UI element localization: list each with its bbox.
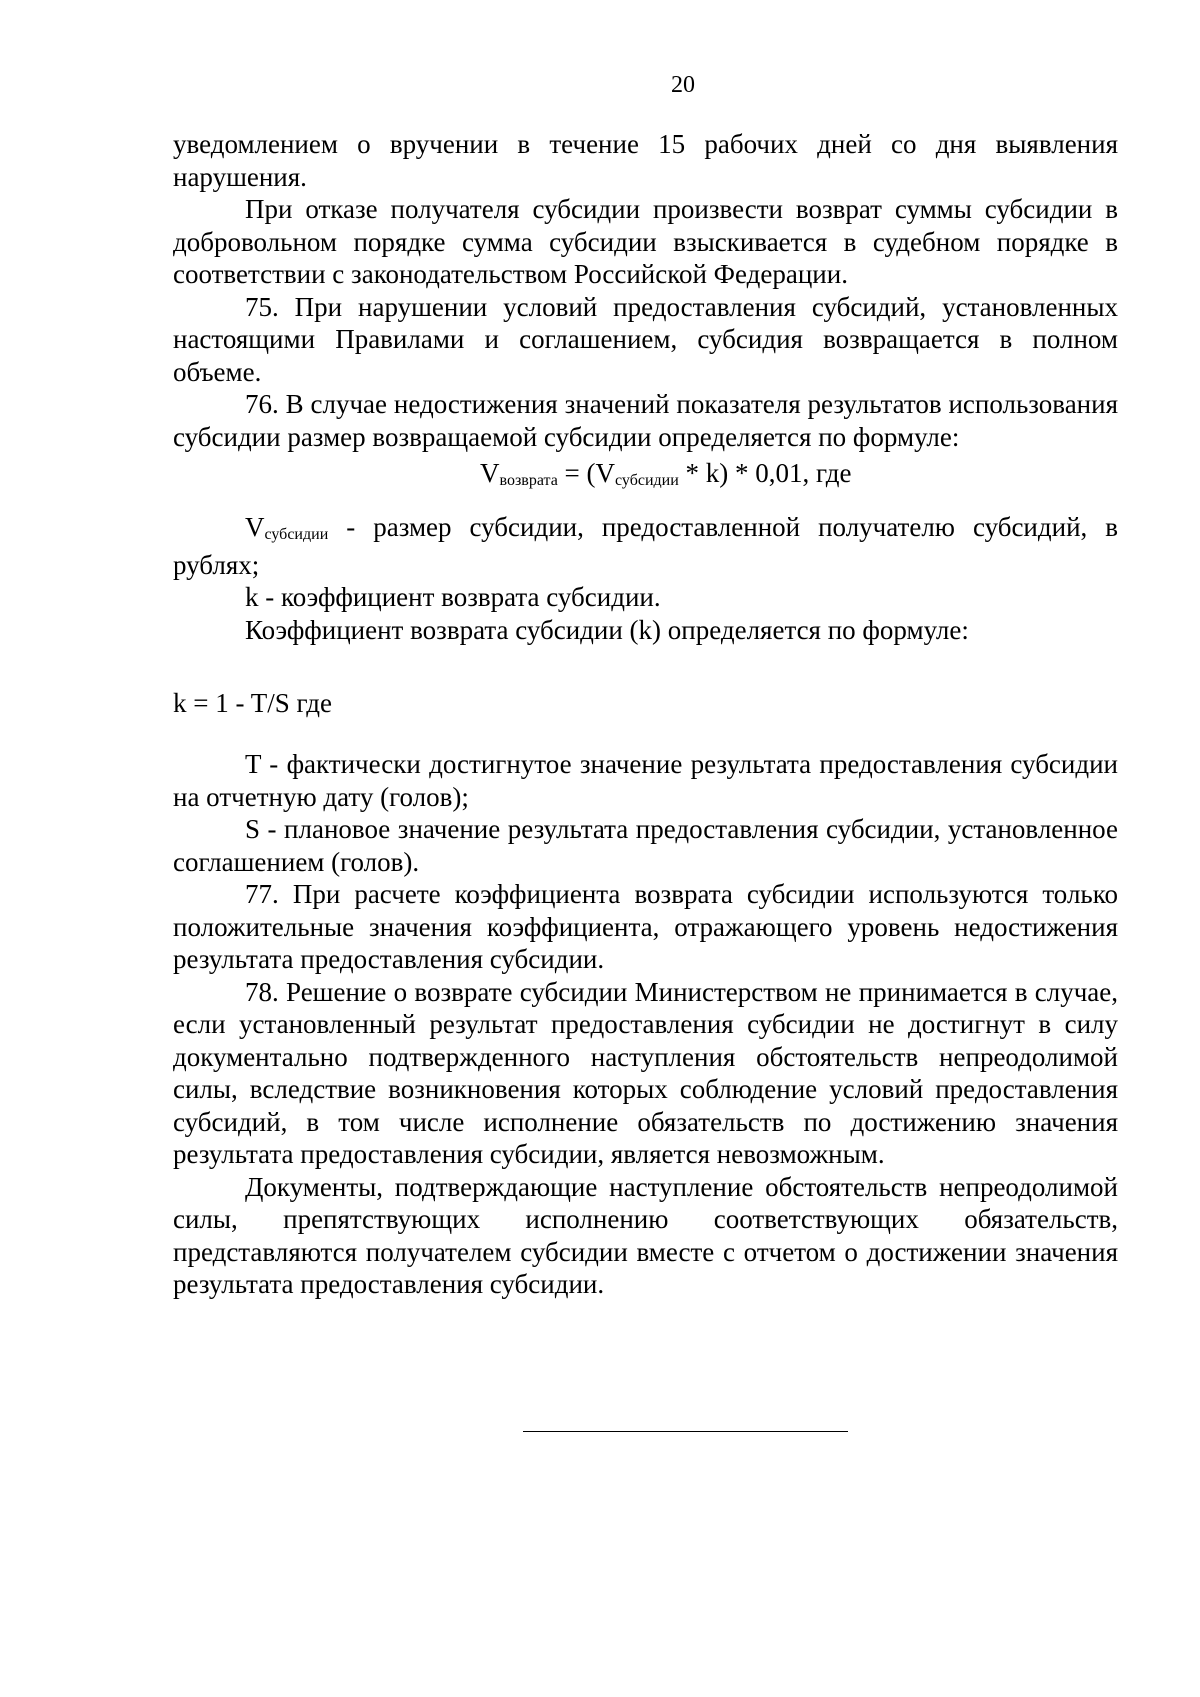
def-v-sub: субсидии [264,526,329,543]
page-number: 20 [671,72,695,98]
formula-sub-subsidy: субсидии [615,472,679,489]
document-body [173,128,1118,1301]
def-v-text: - размер субсидии, предоставленной получателю субсидий, в рублях; [173,512,1118,580]
formula-mid: = (V [557,458,616,488]
def-v: V [245,512,265,542]
paragraph-76: 76. В случае недостижения значений показателя результатов использования субсидии размер возвращаемой субсидии определяется по формуле: [173,389,1118,452]
definition-k: k - коэффициент возврата субсидии. [245,582,661,612]
paragraph-documents: Документы, подтверждающие наступление обстоятельств непреодолимой силы, препятствующих исполнению соответствующих обязательств, представляются получателем субсидии вместе с отчетом о достижении значения результата предоставления субсидии. [173,1171,1118,1299]
formula-tail: * k) * 0,01, где [678,458,852,488]
formula-v: V [480,458,500,488]
paragraph-continuation: уведомлением о вручении в течение 15 рабочих дней со дня выявления нарушения. [173,129,1118,192]
closing-rule [523,1431,848,1432]
paragraph-k-formula-intro: Коэффициент возврата субсидии (k) определяется по формуле: [245,614,969,645]
paragraph-refusal: При отказе получателя субсидии произвести возврат суммы субсидии в добровольном порядке сумма субсидии взыскивается в судебном порядке в соответствии с законодательством Российской Федерации. [173,194,1118,289]
definition-t: T - фактически достигнутое значение результата предоставления субсидии на отчетную дату (голов); [173,749,1118,812]
definition-s: S - плановое значение результата предоставления субсидии, установленное соглашением (голов). [173,814,1118,877]
paragraph-78: 78. Решение о возврате субсидии Министерством не принимается в случае, если установленный результат предоставления субсидии не достигнут в силу документально подтвержденного наступления обстоятельств непреодолимой силы, вследствие возникновения которых соблюдение условий предоставления субсидий, в том числе исполнение обязательств по достижению значения результата предоставления субсидии, является невозможным. [173,976,1118,1169]
formula-sub-return: возврата [499,472,558,489]
paragraph-75: 75. При нарушении условий предоставления субсидий, установленных настоящими Правилами и соглашением, субсидия возвращается в полном объеме. [173,291,1118,387]
paragraph-77: 77. При расчете коэффициента возврата субсидии используются только положительные значения коэффициента, отражающего уровень недостижения результата предоставления субсидии. [173,879,1118,974]
coefficient-formula: k = 1 - T/S где [173,688,332,718]
return-formula [173,453,1118,511]
definition-v-subsidy [173,511,1118,581]
